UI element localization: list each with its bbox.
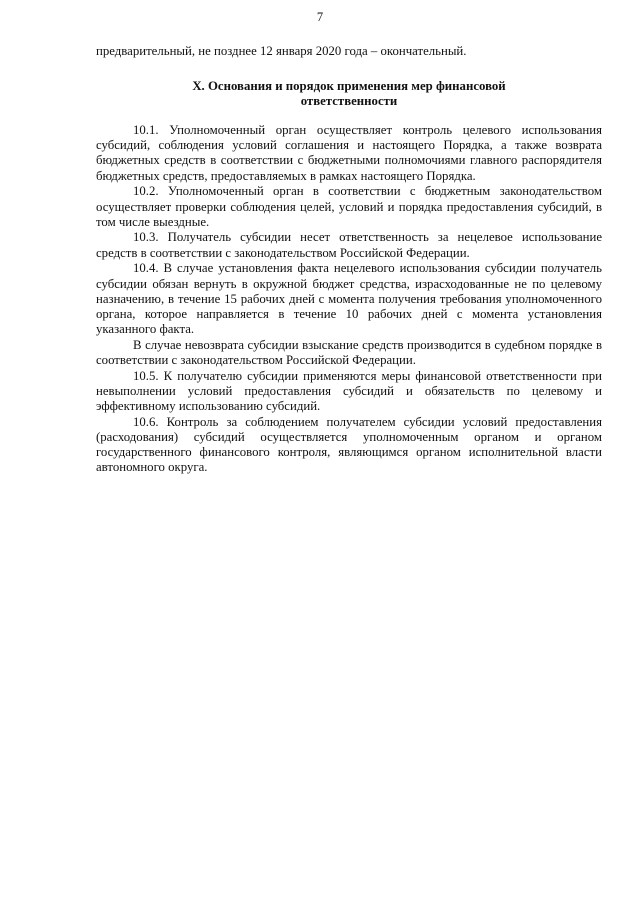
paragraph-10-4-continued: В случае невозврата субсидии взыскание средств производится в судебном порядке в соответствии с законодательством Российской Федерации. — [96, 337, 602, 368]
continued-text-line: предварительный, не позднее 12 января 2020 года – окончательный. — [96, 44, 467, 58]
paragraph-10-2: 10.2. Уполномоченный орган в соответствии с бюджетным законодательством осуществляет проверки соблюдения целей, условий и порядка предоставления субсидий, в том числе выездные. — [96, 184, 602, 229]
section-body — [96, 123, 602, 476]
paragraph-10-6: 10.6. Контроль за соблюдением получателем субсидии условий предоставления (расходования) субсидий осуществляется уполномоченным органом и органом государственного финансового контроля, являющимся органом исполнительной власти автономного округа. — [96, 414, 602, 475]
section-heading — [96, 79, 602, 109]
paragraph-10-3: 10.3. Получатель субсидии несет ответственность за нецелевое использование средств в соответствии с законодательством Российской Федерации. — [96, 230, 602, 260]
section-heading-line-2: ответственности — [300, 94, 398, 109]
paragraph-10-1: 10.1. Уполномоченный орган осуществляет контроль целевого использования субсидий, соблюдения условий соглашения и настоящего Порядка, а также возврата бюджетных средств в соответствии с бюджетными полномочиями главного распорядителя бюджетных средств, предоставляемых в рамках настоящего Порядка. — [96, 123, 602, 183]
page-number: 7 — [316, 10, 324, 24]
section-heading-line-1: X. Основания и порядок применения мер финансовой — [192, 79, 506, 93]
paragraph-10-4: 10.4. В случае установления факта нецелевого использования субсидии получатель субсидии обязан вернуть в окружной бюджет средства, израсходованные не по целевому назначению, в течение 15 рабочих дней с момента получения требования уполномоченного органа, которое направляется в течение 10 рабочих дней с момента установления указанного факта. — [96, 261, 602, 337]
paragraph-10-5: 10.5. К получателю субсидии применяются меры финансовой ответственности при невыполнении условий предоставления субсидий и обязательств по целевому и эффективному использованию субсидий. — [96, 368, 602, 414]
